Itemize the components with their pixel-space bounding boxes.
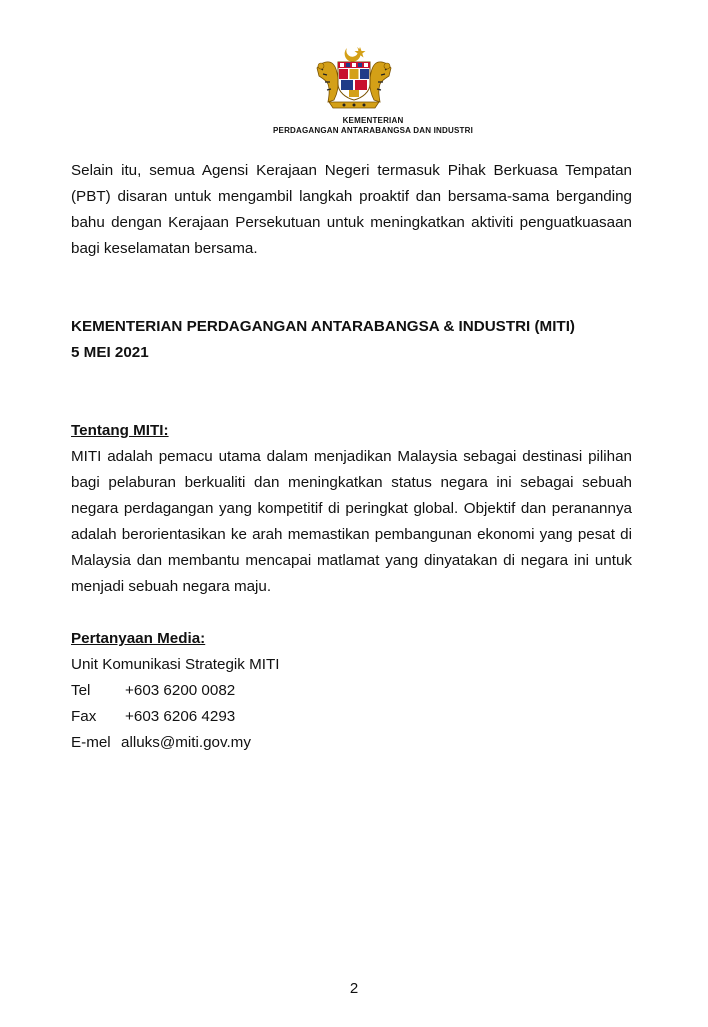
signoff-organization: KEMENTERIAN PERDAGANGAN ANTARABANGSA & INDUSTRI (MITI) (71, 318, 575, 335)
about-paragraph: MITI adalah pemacu utama dalam menjadikan Malaysia sebagai destinasi pilihan bagi pelaburan berkualiti dan meningkatkan status negara ini sebagai sebuah negara perdagangan yang kompetitif di peringkat global. Objektif dan peranannya adalah berorientasikan ke arah memastikan pembangunan ekonomi yang pesat di Malaysia dan membantu mencapai matlamat yang dinyatakan di negara ini untuk menjadi sebuah negara maju. (71, 448, 632, 595)
fax-value: +603 6206 4293 (125, 708, 236, 725)
signoff-date: 5 MEI 2021 (71, 344, 149, 361)
tel-label: Tel (71, 682, 91, 699)
contact-email (71, 730, 632, 756)
document-body (71, 158, 632, 756)
ministry-name-line1: KEMENTERIAN (342, 116, 404, 125)
contact-fax (71, 704, 632, 730)
media-heading: Pertanyaan Media: (71, 630, 206, 647)
letterhead (0, 44, 708, 136)
media-unit: Unit Komunikasi Strategik MITI (71, 656, 280, 673)
tel-value: +603 6200 0082 (125, 682, 236, 699)
email-label: E-mel (71, 734, 111, 751)
contact-tel (71, 678, 632, 704)
fax-label: Fax (71, 708, 97, 725)
ministry-name-line2: PERDAGANGAN ANTARABANGSA DAN INDUSTRI (273, 126, 473, 135)
body-paragraph: Selain itu, semua Agensi Kerajaan Negeri termasuk Pihak Berkuasa Tempatan (PBT) disaran untuk mengambil langkah proaktif dan bersama-sama berganding bahu dengan Kerajaan Persekutuan untuk meningkatkan aktiviti penguatkuasaan bagi keselamatan bersama. (71, 162, 632, 257)
about-heading: Tentang MITI: (71, 422, 169, 439)
malaysia-coat-of-arms-icon (311, 44, 397, 116)
page-number: 2 (349, 980, 359, 997)
email-value[interactable]: alluks@miti.gov.my (121, 734, 251, 751)
